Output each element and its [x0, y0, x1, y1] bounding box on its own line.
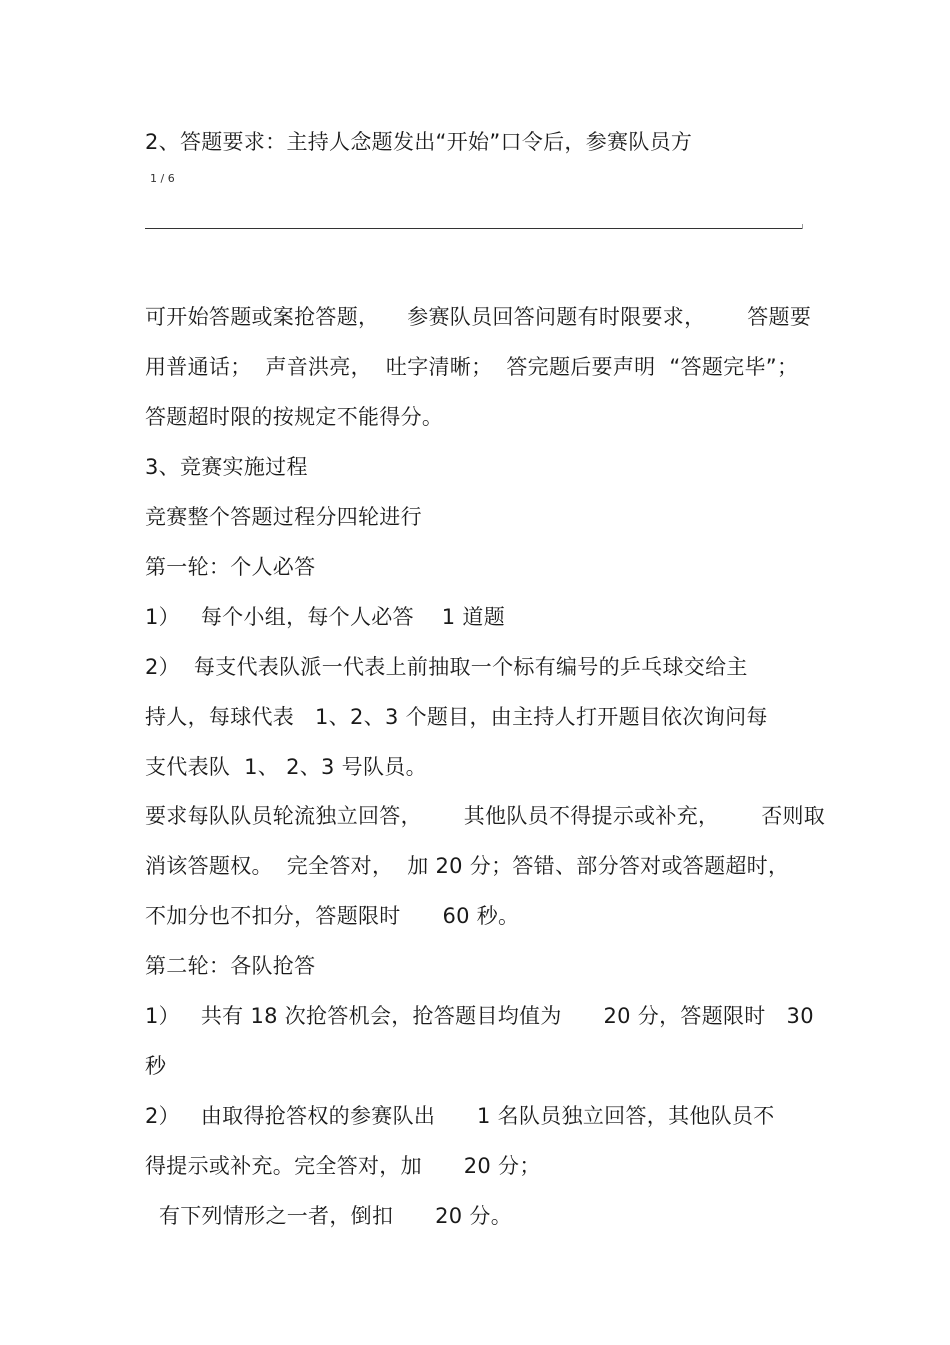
text-line: 竞赛整个答题过程分四轮进行 — [145, 505, 422, 529]
round-heading: 第一轮：个人必答 — [145, 555, 316, 579]
page-divider — [145, 228, 803, 229]
text-line: 1） 共有 18 次抢答机会，抢答题目均值为 20 分，答题限时 30 — [145, 1004, 814, 1028]
text-line: 有下列情形之一者，倒扣 20 分。 — [145, 1204, 512, 1228]
round-heading: 第二轮：各队抢答 — [145, 954, 316, 978]
text-line: 消该答题权。 完全答对， 加 20 分；答错、部分答对或答题超时， — [145, 854, 790, 878]
text-line: 用普通话； 声音洪亮， 吐字清晰； 答完题后要声明 “答题完毕”； — [145, 355, 799, 379]
text-line: 2） 每支代表队派一代表上前抽取一个标有编号的乒乓球交给主 — [145, 655, 748, 679]
text-line-answer-requirements: 2、答题要求：主持人念题发出“开始”口令后，参赛队员方 — [145, 130, 693, 154]
text-line: 不加分也不扣分，答题限时 60 秒。 — [145, 904, 520, 928]
text-line: 要求每队队员轮流独立回答， 其他队员不得提示或补充， 否则取 — [145, 804, 826, 828]
text-line: 答题超时限的按规定不能得分。 — [145, 405, 444, 429]
text-line: 持人，每球代表 1、2、3 个题目，由主持人打开题目依次询问每 — [145, 705, 768, 729]
text-line: 1） 每个小组，每个人必答 1 道题 — [145, 605, 506, 629]
text-line: 可开始答题或案抢答题， 参赛队员回答问题有时限要求， 答题要 — [145, 305, 812, 329]
page-number: 1 / 6 — [150, 172, 175, 185]
text-line: 支代表队 1、 2、3 号队员。 — [145, 755, 427, 779]
page-divider-tick — [802, 224, 803, 229]
text-line: 得提示或补充。完全答对，加 20 分； — [145, 1154, 541, 1178]
text-line: 2） 由取得抢答权的参赛队出 1 名队员独立回答，其他队员不 — [145, 1104, 775, 1128]
text-line: 秒 — [145, 1054, 167, 1078]
section-heading: 3、竞赛实施过程 — [145, 455, 308, 479]
